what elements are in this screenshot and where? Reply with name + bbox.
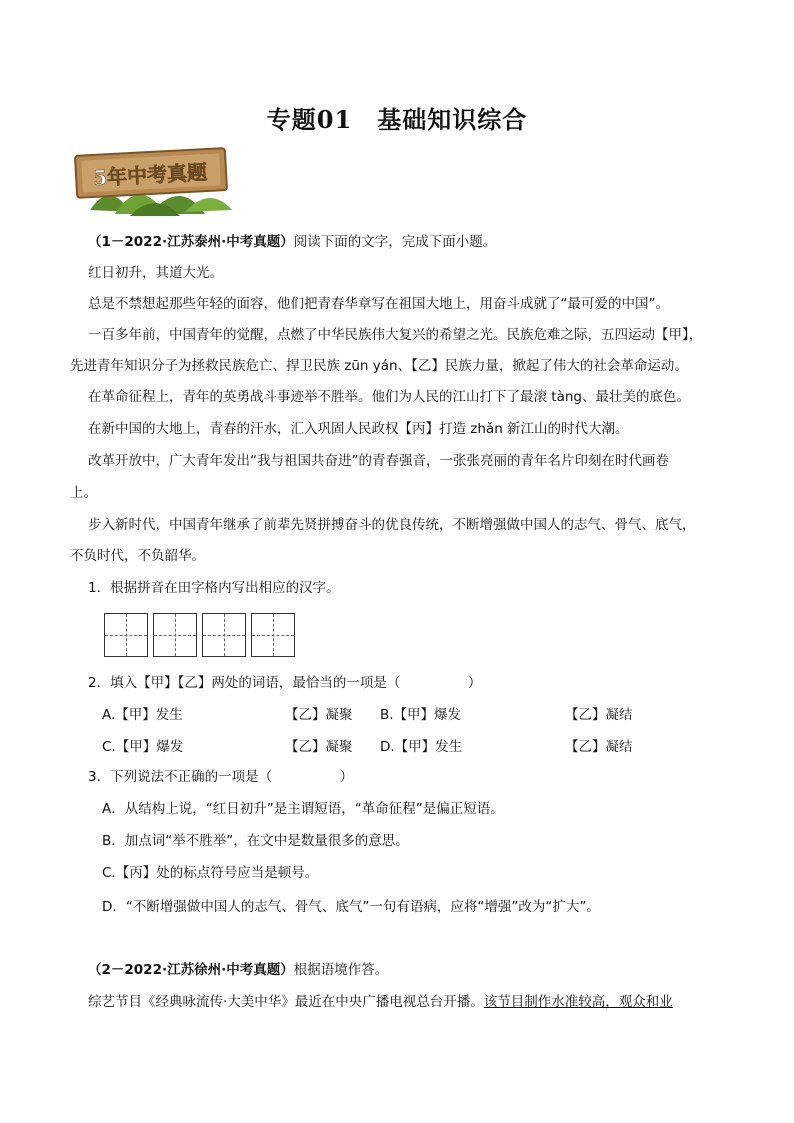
q2-header: （2－2022·江苏徐州·中考真题）根据语境作答。: [88, 962, 389, 978]
sub-question-3: 3．下列说法不正确的一项是（ ）: [88, 769, 354, 785]
option-2a-2: 【乙】凝聚: [285, 707, 353, 723]
option-2c-2: 【乙】凝聚: [285, 739, 353, 755]
option-2a-1: A.【甲】发生: [102, 707, 183, 723]
q1-paragraph-3a: 一百多年前，中国青年的觉醒，点燃了中华民族伟大复兴的希望之光。民族危难之际，五四运动【甲】，: [88, 327, 703, 343]
badge-5-year-exam: [70, 140, 240, 220]
option-3a: A．从结构上说，“红日初升”是主谓短语，“革命征程”是偏正短语。: [102, 801, 504, 817]
option-3b: B．加点词“举不胜举”，在文中是数量很多的意思。: [102, 833, 409, 849]
q1-paragraph-3b: 先进青年知识分子为拯救民族危亡、捍卫民族 zūn yán、【乙】民族力量，掀起了伟大的社会革命运动。: [70, 358, 688, 374]
q1-paragraph-6a: 改革开放中，广大青年发出“我与祖国共奋进”的青春强音，一张张亮丽的青年名片印刻在时代画卷: [88, 453, 669, 469]
leaf-decoration-icon: [90, 195, 232, 217]
q1-paragraph-5: 在新中国的大地上，青春的汗水，汇入巩固人民政权【丙】打造 zhǎn 新江山的时代大潮。: [88, 421, 629, 437]
sub-question-2: 2．填入【甲】【乙】两处的词语，最恰当的一项是（ ）: [88, 675, 482, 691]
tianzige-cell[interactable]: [202, 613, 246, 657]
tianzige-cell[interactable]: [153, 613, 197, 657]
option-3d: D．“不断增强做中国人的志气、骨气、底气”一句有语病，应将“增强”改为“扩大”。: [102, 899, 600, 915]
q1-paragraph-7a: 步入新时代，中国青年继承了前辈先贤拼搏奋斗的优良传统，不断增强做中国人的志气、骨气、底气，: [88, 517, 696, 533]
badge-text: 5年中考真题: [92, 160, 208, 190]
option-2d-2: 【乙】凝结: [565, 739, 633, 755]
q1-paragraph-4: 在革命征程上，青年的英勇战斗事迹举不胜举。他们为人民的江山打下了最滚 tàng、最壮美的底色。: [88, 389, 690, 405]
q1-header: （1－2022·江苏泰州·中考真题）阅读下面的文字，完成下面小题。: [88, 234, 497, 250]
q2-paragraph-1: 综艺节目《经典咏流传·大美中华》最近在中央广播电视总台开播。该节目制作水准较高，观众和业: [88, 994, 673, 1010]
option-2b-2: 【乙】凝结: [565, 707, 633, 723]
q1-paragraph-2: 总是不禁想起那些年轻的面容，他们把青春华章写在祖国大地上，用奋斗成就了“最可爱的中国”。: [88, 296, 669, 312]
q1-paragraph-7b: 不负时代，不负韶华。: [70, 548, 205, 564]
page-title: 专题01 基础知识综合: [266, 105, 528, 134]
option-2b-1: B.【甲】爆发: [380, 707, 462, 723]
sub-question-1: 1．根据拼音在田字格内写出相应的汉字。: [88, 580, 340, 596]
tianzige-cell[interactable]: [251, 613, 295, 657]
tianzige-cell[interactable]: [104, 613, 148, 657]
option-2d-1: D.【甲】发生: [380, 739, 463, 755]
option-2c-1: C.【甲】爆发: [102, 739, 184, 755]
q1-paragraph-1: 红日初升，其道大光。: [88, 265, 223, 281]
q1-paragraph-6b: 上。: [70, 485, 97, 501]
option-3c: C.【丙】处的标点符号应当是顿号。: [102, 865, 319, 881]
tianzige-grid: [104, 613, 295, 657]
